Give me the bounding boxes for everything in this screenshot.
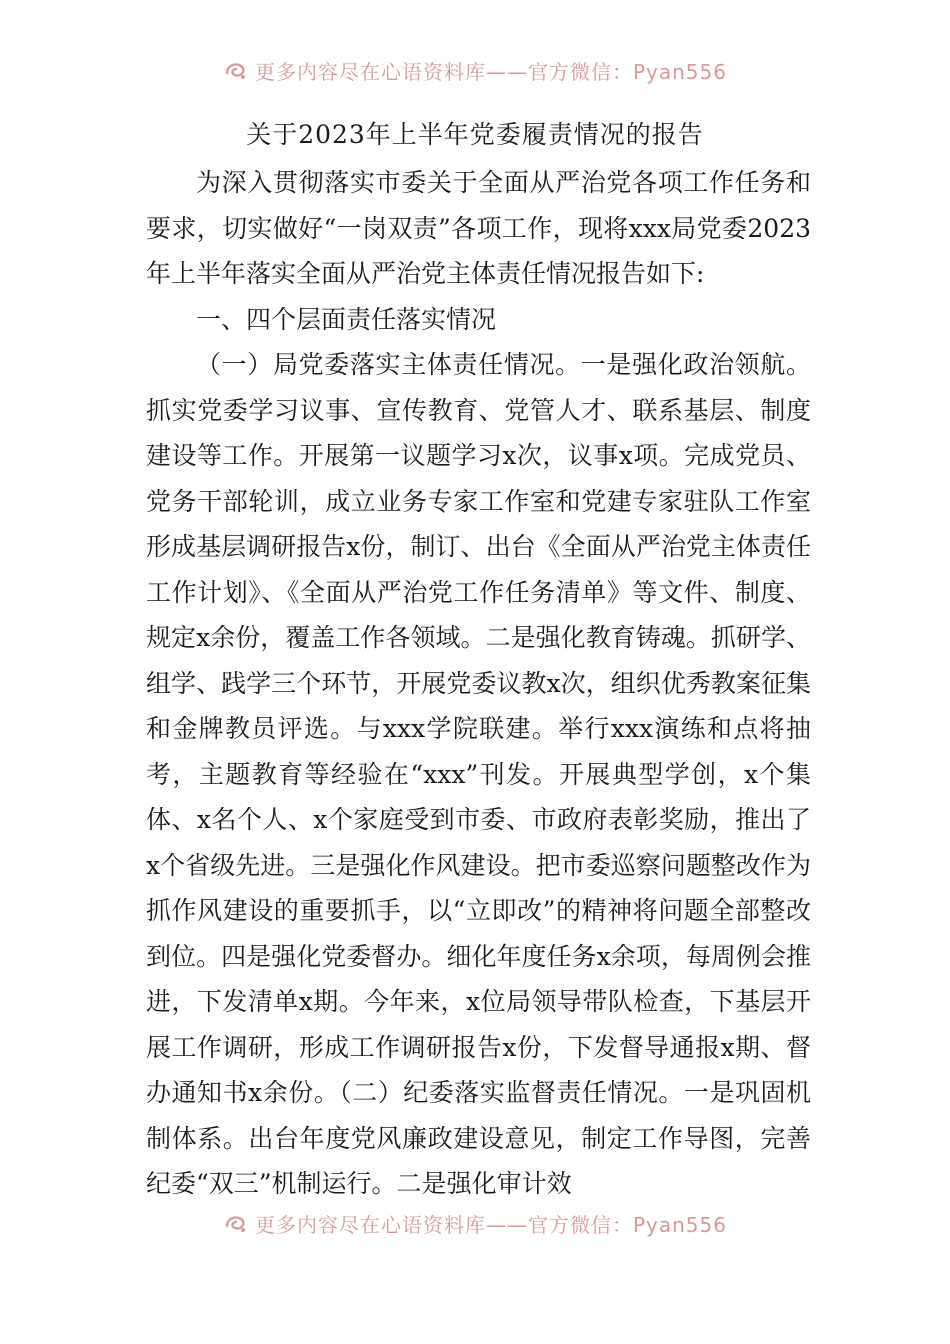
swirl-logo-icon (223, 1212, 249, 1234)
intro-paragraph: 为深入贯彻落实市委关于全面从严治党各项工作任务和要求，切实做好“一岗双责”各项工作，现将xxx局党委2023年上半年落实全面从严治党主体责任情况报告如下: (146, 168, 811, 288)
watermark-text: 更多内容尽在心语资料库——官方微信：Pyan556 (254, 59, 727, 84)
document-title: 关于2023年上半年党委履责情况的报告 (246, 120, 704, 149)
document-body (146, 160, 811, 1207)
section-paragraph: （一）局党委落实主体责任情况。一是强化政治领航。抓实党委学习议事、宣传教育、党管人才、联系基层、制度建设等工作。开展第一议题学习x次，议事x项。完成党员、党务干部轮训，成立业务专家工作室和党建专家驻队工作室形成基层调研报告x份，制订、出台《全面从严治党主体责任工作计划》、《全面从严治党工作任务清单》等文件、制度、规定x余份，覆盖工作各领域。二是强化教育铸魂。抓研学、组学、践学三个环节，开展党委议教x次，组织优秀教案征集和金牌教员评选。与xxx学院联建。举行xxx演练和点将抽考，主题教育等经验在“xxx”刊发。开展典型学创，x个集体、x名个人、x个家庭受到市委、市政府表彰奖励，推出了x个省级先进。三是强化作风建设。把市委巡察问题整改作为抓作风建设的重要抓手，以“立即改”的精神将问题全部整改到位。四是强化党委督办。细化年度任务x余项，每周例会推进，下发清单x期。今年来，x位局领导带队检查，下基层开展工作调研，形成工作调研报告x份，下发督导通报x期、督办通知书x余份。（二）纪委落实监督责任情况。一是巩固机制体系。出台年度党风廉政建设意见，制定工作导图，完善纪委“双三”机制运行。二是强化审计效 (146, 350, 811, 1198)
watermark-footer (0, 1208, 950, 1238)
watermark-header (0, 55, 950, 85)
watermark-text: 更多内容尽在心语资料库——官方微信：Pyan556 (254, 1212, 727, 1237)
swirl-logo-icon (223, 59, 249, 81)
section-heading: 一、四个层面责任落实情况 (196, 304, 497, 334)
